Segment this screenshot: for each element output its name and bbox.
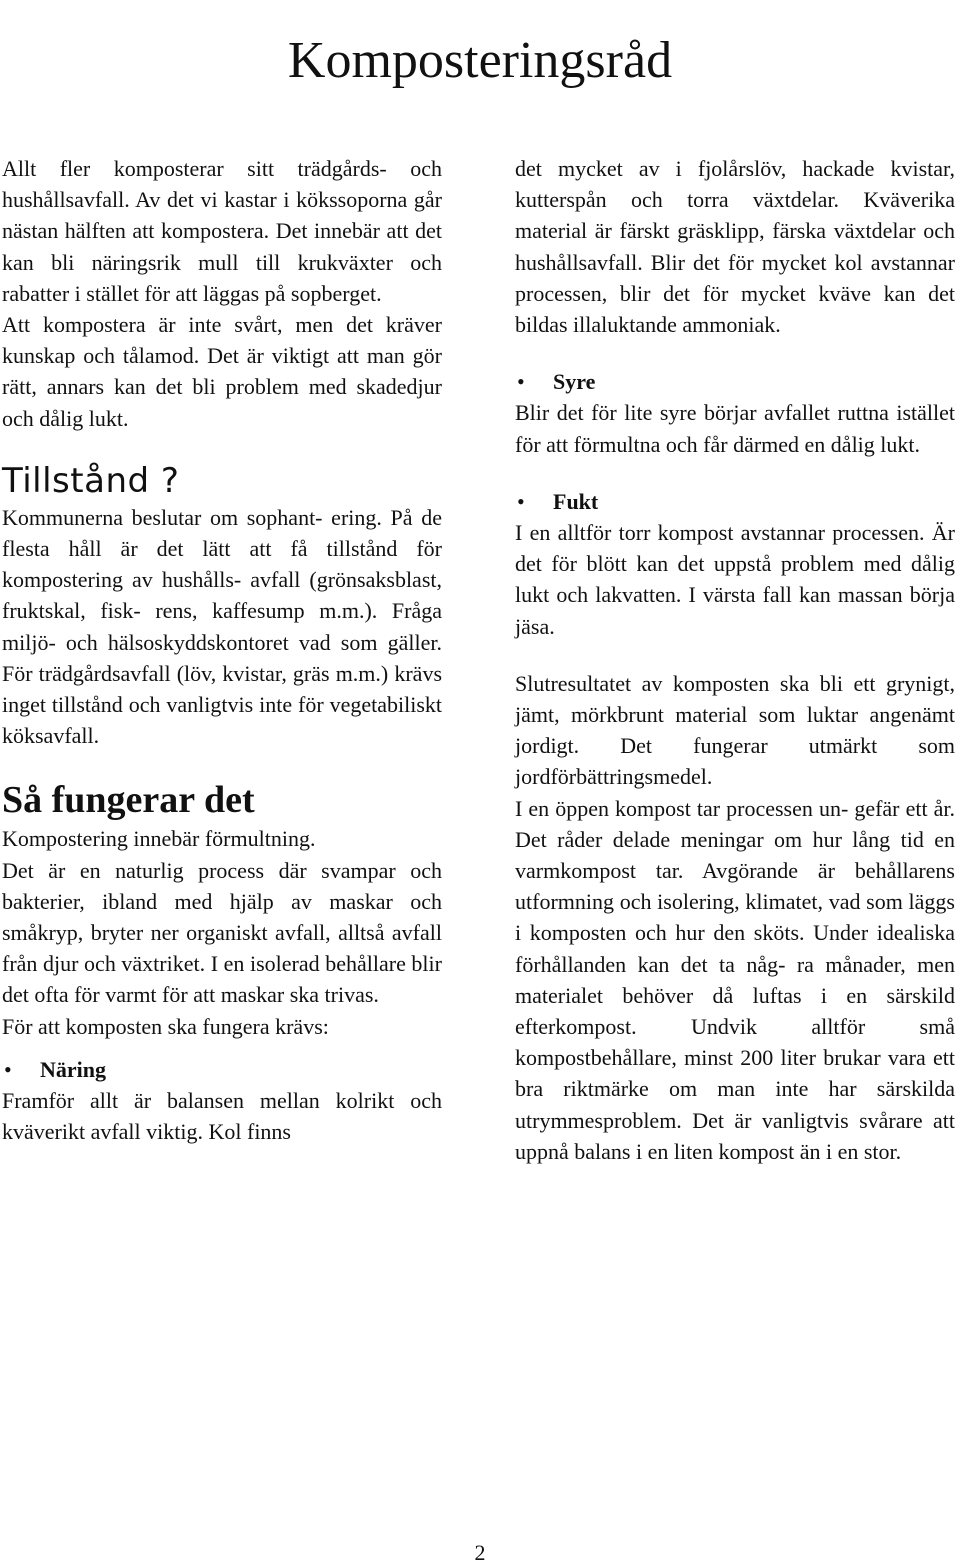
spacer <box>515 642 955 668</box>
intro-paragraph: Allt fler komposterar sitt trädgårds- och hushållsavfall. Av det vi kastar i kökssoporna går nästan hälften att kompostera. Det innebär att det kan bli näringsrik mull till krukväxter och rabatter i stället för att läggas på sopberget. <box>2 156 442 306</box>
bullet-oxygen <box>515 366 955 397</box>
how-paragraph-2: Det är en naturlig process där svampar och bakterier, ibland med hjälp av maskar och småkryp, bryter ner organiskt avfall, alltså avfall från djur och växtriket. I en isolerad behållare blir det ofta för varmt för att maskar ska trivas. <box>2 857 442 1008</box>
how-paragraph-3: För att komposten ska fungera krävs: <box>2 1013 329 1039</box>
result-paragraph: Slutresultatet av komposten ska bli ett grynigt, jämt, mörkbrunt material som luktar angenämt jordigt. Det fungerar utmärkt som jordförbättringsmedel. <box>515 670 955 790</box>
moisture-paragraph: I en alltför torr kompost avstannar processen. Är det för blött kan det uppstå problem med dålig lukt och lakvatten. I värsta fall kan massan börja jäsa. <box>515 520 955 639</box>
bullet-dot-icon: • <box>517 369 525 395</box>
how-paragraph-1: Kompostering innebär förmultning. <box>2 826 316 852</box>
spacer <box>515 340 955 366</box>
bullet-dot-icon: • <box>517 488 525 514</box>
spacer <box>2 1042 442 1054</box>
spacer <box>2 434 442 460</box>
bullet-label: Näring <box>40 1056 106 1082</box>
oxygen-paragraph: Blir det för lite syre börjar avfallet ruttna istället för att förmultna och får därmed en dålig lukt. <box>515 400 955 457</box>
bullet-label: Syre <box>553 369 596 395</box>
permit-paragraph: Kommunerna beslutar om sophant- ering. På de flesta håll är det lätt att få tillstånd för kompostering av hushålls- avfall (grönsaksblast, fruktskal, fisk- rens, kaffesump m.m.). Fråga miljö- och hälsoskyddskontoret vad som gäller. För trädgårdsavfall (löv, kvistar, gräs m.m.) krävs inget tillstånd och vanligtvis inte för vegetabiliskt köksavfall. <box>2 504 442 749</box>
time-paragraph: I en öppen kompost tar processen un- gefär ett år. Det råder delade meningar om hur lång tid en varmkompost tar. Avgörande är behållarens utformning och isolering, klimatet, vad som läggs i komposten och hur den sköts. Under idealiska förhållanden kan det ta någ- ra månader, men materialet behöver då luftas i en särskild efterkompost. Undvik alltför små kompostbehållare, minst 200 liter brukar vara ett bra riktmärke om man inte har särskilda utrymmesproblem. Det är vanligtvis svårare att uppnå balans i en liten kompost än i en stor. <box>515 795 955 1164</box>
left-column <box>2 153 442 1147</box>
heading-how-it-works: Så fungerar det <box>2 779 255 822</box>
page-title: Komposteringsråd <box>287 31 673 89</box>
spacer <box>515 460 955 486</box>
intro-paragraph-2: Att kompostera är inte svårt, men det kräver kunskap och tålamod. Det är viktigt att man gör rätt, annars kan det bli problem med skadedjur och dålig lukt. <box>2 312 442 431</box>
right-column <box>515 153 955 1167</box>
spacer <box>2 751 442 777</box>
bullet-label: Fukt <box>553 488 599 514</box>
bullet-nutrition <box>2 1054 442 1085</box>
bullet-moisture <box>515 486 955 517</box>
page-number: 2 <box>474 1540 486 1565</box>
nutrition-paragraph: Framför allt är balansen mellan kolrikt och kväverikt avfall viktig. Kol finns <box>2 1088 442 1145</box>
nutrition-continued-paragraph: det mycket av i fjolårslöv, hackade kvistar, kutterspån och torra växtdelar. Kväverika material är färskt gräsklipp, färska växtdelar och hushållsavfall. Blir det för mycket kol avstannar processen, blir det för mycket kväve kan det bildas illaluktande ammoniak. <box>515 156 955 338</box>
heading-permit: Tillstånd ? <box>2 460 180 501</box>
bullet-dot-icon: • <box>4 1056 12 1082</box>
